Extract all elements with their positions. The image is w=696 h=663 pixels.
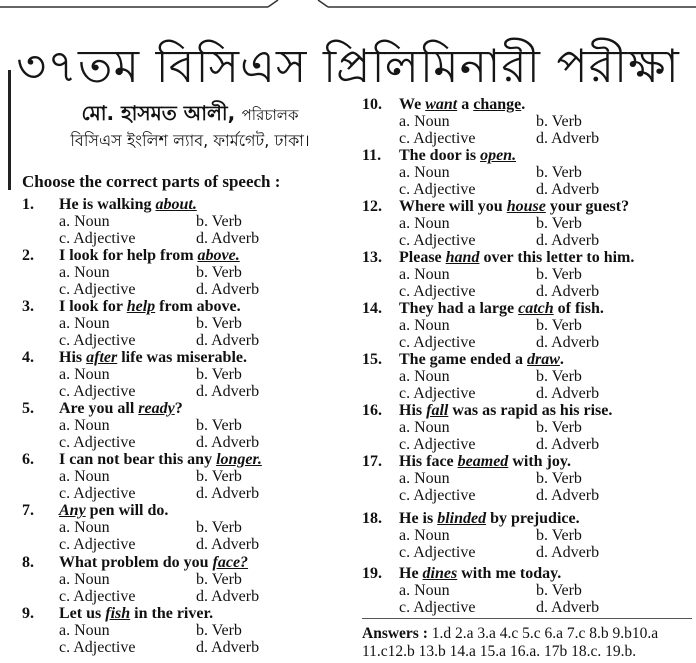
options-grid xyxy=(399,266,692,300)
question-line xyxy=(22,400,352,417)
question-line xyxy=(22,502,352,519)
option-d: d. Adverb xyxy=(196,588,260,605)
option-c: c. Adjective xyxy=(399,487,476,504)
question-text xyxy=(59,605,213,622)
question-number: 7. xyxy=(22,502,34,519)
option-a: a. Noun xyxy=(59,519,110,536)
option-d: d. Adverb xyxy=(536,232,600,249)
question-text-post: ? xyxy=(174,400,183,417)
question-text-post: . xyxy=(521,96,526,113)
left-border xyxy=(8,70,11,190)
option-a: a. Noun xyxy=(59,315,110,332)
question-text-post: in the river. xyxy=(130,605,214,622)
option-b: b. Verb xyxy=(196,315,242,332)
option-a: a. Noun xyxy=(59,213,110,230)
question-text-pre: What problem do you xyxy=(59,554,213,571)
question-keyword: after xyxy=(86,349,118,366)
question-number: 9. xyxy=(22,605,34,622)
question-text xyxy=(399,565,561,582)
options-grid xyxy=(399,215,692,249)
question-text-pre: Please xyxy=(399,249,446,266)
question-text xyxy=(399,249,634,266)
question-keyword: above. xyxy=(197,247,240,264)
option-d: d. Adverb xyxy=(536,487,600,504)
question-item xyxy=(362,147,692,198)
question-line xyxy=(362,198,692,215)
question-number: 16. xyxy=(362,402,382,419)
option-a: a. Noun xyxy=(59,571,110,588)
option-b: b. Verb xyxy=(196,468,242,485)
question-number: 19. xyxy=(362,565,382,582)
options-grid xyxy=(59,571,352,605)
question-keyword: fall xyxy=(426,402,449,419)
question-text-pre: Are you all xyxy=(59,400,139,417)
option-a: a. Noun xyxy=(399,470,450,487)
option-d: d. Adverb xyxy=(536,544,600,561)
question-keyword: catch xyxy=(518,300,554,317)
option-c: c. Adjective xyxy=(59,434,136,451)
question-text xyxy=(59,451,262,468)
option-d: d. Adverb xyxy=(196,485,260,502)
option-c: c. Adjective xyxy=(59,485,136,502)
answers-line-1: 1.d 2.a 3.a 4.c 5.c 6.a 7.c 8.b 9.b10.a xyxy=(427,625,659,642)
question-text-post: life was miserable. xyxy=(117,349,247,366)
question-text xyxy=(59,247,240,264)
option-d: d. Adverb xyxy=(536,436,600,453)
questions-left-column xyxy=(22,196,352,656)
author-line xyxy=(40,100,340,128)
question-keyword: house xyxy=(506,198,546,215)
option-a: a. Noun xyxy=(399,419,450,436)
option-a: a. Noun xyxy=(399,164,450,181)
options-grid xyxy=(59,213,352,247)
question-number: 1. xyxy=(22,196,34,213)
question-keyword: fish xyxy=(105,605,131,622)
question-text-pre: We xyxy=(399,96,426,113)
instruction: Choose the correct parts of speech : xyxy=(22,172,281,191)
options-grid xyxy=(59,417,352,451)
question-text-pre: The game ended a xyxy=(399,351,527,368)
question-item xyxy=(22,196,352,247)
author-block xyxy=(40,100,340,154)
question-text xyxy=(399,402,612,419)
option-b: b. Verb xyxy=(196,519,242,536)
question-number: 3. xyxy=(22,298,34,315)
question-text-pre: They had a large xyxy=(399,300,519,317)
question-line xyxy=(22,451,352,468)
question-line xyxy=(362,249,692,266)
option-c: c. Adjective xyxy=(399,599,476,616)
question-number: 5. xyxy=(22,400,34,417)
option-a: a. Noun xyxy=(399,215,450,232)
answers-label: Answers : xyxy=(362,625,428,642)
question-item xyxy=(22,298,352,349)
question-item xyxy=(362,96,692,147)
question-text-post: was as rapid as his rise. xyxy=(448,402,613,419)
options-grid xyxy=(399,368,692,402)
option-b: b. Verb xyxy=(536,215,582,232)
question-text-post: from above. xyxy=(155,298,241,315)
question-item xyxy=(22,451,352,502)
answers-block xyxy=(362,625,696,661)
question-item xyxy=(22,349,352,400)
question-item xyxy=(22,605,352,656)
questions-right-column xyxy=(362,96,692,616)
option-c: c. Adjective xyxy=(399,283,476,300)
question-item xyxy=(22,247,352,298)
option-d: d. Adverb xyxy=(536,385,600,402)
options-grid xyxy=(59,519,352,553)
option-d: d. Adverb xyxy=(536,181,600,198)
question-line xyxy=(362,565,692,582)
question-text-pre: He xyxy=(399,565,423,582)
option-c: c. Adjective xyxy=(59,281,136,298)
option-c: c. Adjective xyxy=(399,385,476,402)
question-text-post: over this letter to him. xyxy=(479,249,635,266)
question-text-pre: The door is xyxy=(399,147,481,164)
question-item xyxy=(362,198,692,249)
question-item xyxy=(362,300,692,351)
question-keyword: draw xyxy=(527,351,560,368)
author-name: মো. হাসমত আলী, xyxy=(81,101,236,125)
question-text-post: a xyxy=(457,96,474,113)
question-line xyxy=(22,605,352,622)
question-line xyxy=(22,247,352,264)
question-item xyxy=(22,502,352,553)
question-keyword: dines xyxy=(422,565,458,582)
question-item xyxy=(362,402,692,453)
question-item xyxy=(362,351,692,402)
question-text-post: of fish. xyxy=(553,300,604,317)
option-b: b. Verb xyxy=(196,366,242,383)
question-text xyxy=(399,198,629,215)
option-a: a. Noun xyxy=(59,468,110,485)
option-d: d. Adverb xyxy=(196,383,260,400)
option-b: b. Verb xyxy=(196,417,242,434)
question-line xyxy=(22,196,352,213)
author-org: বিসিএস ইংলিশ ল্যাব, ফার্মগেট, ঢাকা। xyxy=(70,131,310,150)
answers-line-2: 11.c12.b 13.b 14.a 15.a 16.a. 17b 18.c. 19.b. xyxy=(362,643,637,660)
option-b: b. Verb xyxy=(536,113,582,130)
page-title: ৩৭তম বিসিএস প্রিলিমিনারী পরীক্ষা xyxy=(16,39,680,93)
option-d: d. Adverb xyxy=(536,130,600,147)
question-text xyxy=(399,96,525,113)
options-grid xyxy=(399,470,692,504)
question-text xyxy=(59,349,247,366)
question-text xyxy=(399,300,604,317)
option-d: d. Adverb xyxy=(196,639,260,656)
question-line xyxy=(362,510,692,527)
question-text-post: with joy. xyxy=(508,453,571,470)
question-line xyxy=(22,554,352,571)
option-b: b. Verb xyxy=(196,213,242,230)
question-item xyxy=(362,510,692,561)
options-grid xyxy=(59,622,352,656)
author-role: পরিচালক xyxy=(241,106,299,124)
question-item xyxy=(22,554,352,605)
option-b: b. Verb xyxy=(536,527,582,544)
options-grid xyxy=(59,468,352,502)
question-item xyxy=(362,453,692,504)
options-grid xyxy=(399,419,692,453)
question-number: 10. xyxy=(362,96,382,113)
question-keyword: want xyxy=(425,96,458,113)
option-a: a. Noun xyxy=(399,368,450,385)
question-number: 2. xyxy=(22,247,34,264)
option-d: d. Adverb xyxy=(196,536,260,553)
question-line xyxy=(362,147,692,164)
question-text xyxy=(399,510,580,527)
question-number: 12. xyxy=(362,198,382,215)
question-line xyxy=(362,96,692,113)
option-c: c. Adjective xyxy=(399,436,476,453)
option-c: c. Adjective xyxy=(399,181,476,198)
question-text-pre: His face xyxy=(399,453,458,470)
option-b: b. Verb xyxy=(536,266,582,283)
option-c: c. Adjective xyxy=(399,232,476,249)
question-number: 15. xyxy=(362,351,382,368)
option-b: b. Verb xyxy=(536,470,582,487)
options-grid xyxy=(399,582,692,616)
option-a: a. Noun xyxy=(399,317,450,334)
option-b: b. Verb xyxy=(196,571,242,588)
options-grid xyxy=(59,366,352,400)
question-text-pre: I look for help from xyxy=(59,247,198,264)
question-keyword: face? xyxy=(212,554,249,571)
option-a: a. Noun xyxy=(59,264,110,281)
question-number: 8. xyxy=(22,554,34,571)
options-grid xyxy=(399,164,692,198)
option-d: d. Adverb xyxy=(196,434,260,451)
question-text-post: by prejudice. xyxy=(486,510,580,527)
option-a: a. Noun xyxy=(59,366,110,383)
question-item xyxy=(22,400,352,451)
question-text-pre: He is walking xyxy=(59,196,156,213)
option-a: a. Noun xyxy=(399,527,450,544)
options-grid xyxy=(399,317,692,351)
option-c: c. Adjective xyxy=(399,334,476,351)
question-keyword: blinded xyxy=(437,510,487,527)
question-text-pre: Where will you xyxy=(399,198,507,215)
question-item xyxy=(362,565,692,616)
question-text-post: your guest? xyxy=(545,198,630,215)
option-c: c. Adjective xyxy=(59,383,136,400)
question-text-pre: His xyxy=(59,349,87,366)
question-keyword: hand xyxy=(445,249,480,266)
option-d: d. Adverb xyxy=(536,334,600,351)
option-b: b. Verb xyxy=(536,582,582,599)
question-keyword: Any xyxy=(59,502,86,519)
question-keyword: open. xyxy=(480,147,517,164)
option-b: b. Verb xyxy=(536,317,582,334)
option-b: b. Verb xyxy=(196,264,242,281)
question-number: 17. xyxy=(362,453,382,470)
option-a: a. Noun xyxy=(399,113,450,130)
question-keyword: about. xyxy=(155,196,197,213)
question-keyword: help xyxy=(126,298,156,315)
option-d: d. Adverb xyxy=(196,281,260,298)
options-grid xyxy=(59,315,352,349)
option-b: b. Verb xyxy=(536,164,582,181)
header-rule xyxy=(0,0,696,8)
question-text-pre: I look for xyxy=(59,298,127,315)
option-a: a. Noun xyxy=(399,582,450,599)
question-text xyxy=(399,147,516,164)
option-b: b. Verb xyxy=(196,622,242,639)
option-c: c. Adjective xyxy=(399,130,476,147)
option-c: c. Adjective xyxy=(59,536,136,553)
option-b: b. Verb xyxy=(536,419,582,436)
option-c: c. Adjective xyxy=(399,544,476,561)
question-line xyxy=(22,298,352,315)
question-number: 13. xyxy=(362,249,382,266)
question-keyword: longer. xyxy=(216,451,262,468)
question-item xyxy=(362,249,692,300)
option-a: a. Noun xyxy=(59,622,110,639)
question-keyword: change xyxy=(473,96,522,113)
question-text xyxy=(399,351,564,368)
question-text xyxy=(59,554,248,571)
question-text xyxy=(59,400,183,417)
question-text-pre: His xyxy=(399,402,427,419)
question-text-pre: He is xyxy=(399,510,438,527)
option-d: d. Adverb xyxy=(196,332,260,349)
question-line xyxy=(22,349,352,366)
answers-divider xyxy=(362,618,692,619)
options-grid xyxy=(59,264,352,298)
question-keyword: beamed xyxy=(457,453,509,470)
question-text xyxy=(59,298,241,315)
question-text xyxy=(59,502,168,519)
question-text xyxy=(59,196,197,213)
options-grid xyxy=(399,113,692,147)
question-keyword: ready xyxy=(138,400,175,417)
option-c: c. Adjective xyxy=(59,639,136,656)
option-b: b. Verb xyxy=(536,368,582,385)
question-number: 4. xyxy=(22,349,34,366)
question-text xyxy=(399,453,571,470)
question-text-pre: Let us xyxy=(59,605,106,622)
question-number: 11. xyxy=(362,147,382,164)
question-line xyxy=(362,453,692,470)
option-c: c. Adjective xyxy=(59,588,136,605)
option-d: d. Adverb xyxy=(196,230,260,247)
question-text-post: . xyxy=(559,351,564,368)
option-a: a. Noun xyxy=(59,417,110,434)
question-text-pre: I can not bear this any xyxy=(59,451,217,468)
option-d: d. Adverb xyxy=(536,599,600,616)
question-text-post: pen will do. xyxy=(85,502,169,519)
question-number: 18. xyxy=(362,510,382,527)
option-a: a. Noun xyxy=(399,266,450,283)
question-number: 6. xyxy=(22,451,34,468)
question-number: 14. xyxy=(362,300,382,317)
option-d: d. Adverb xyxy=(536,283,600,300)
option-c: c. Adjective xyxy=(59,332,136,349)
option-c: c. Adjective xyxy=(59,230,136,247)
question-line xyxy=(362,402,692,419)
question-line xyxy=(362,351,692,368)
question-text-post: with me today. xyxy=(457,565,562,582)
question-line xyxy=(362,300,692,317)
options-grid xyxy=(399,527,692,561)
